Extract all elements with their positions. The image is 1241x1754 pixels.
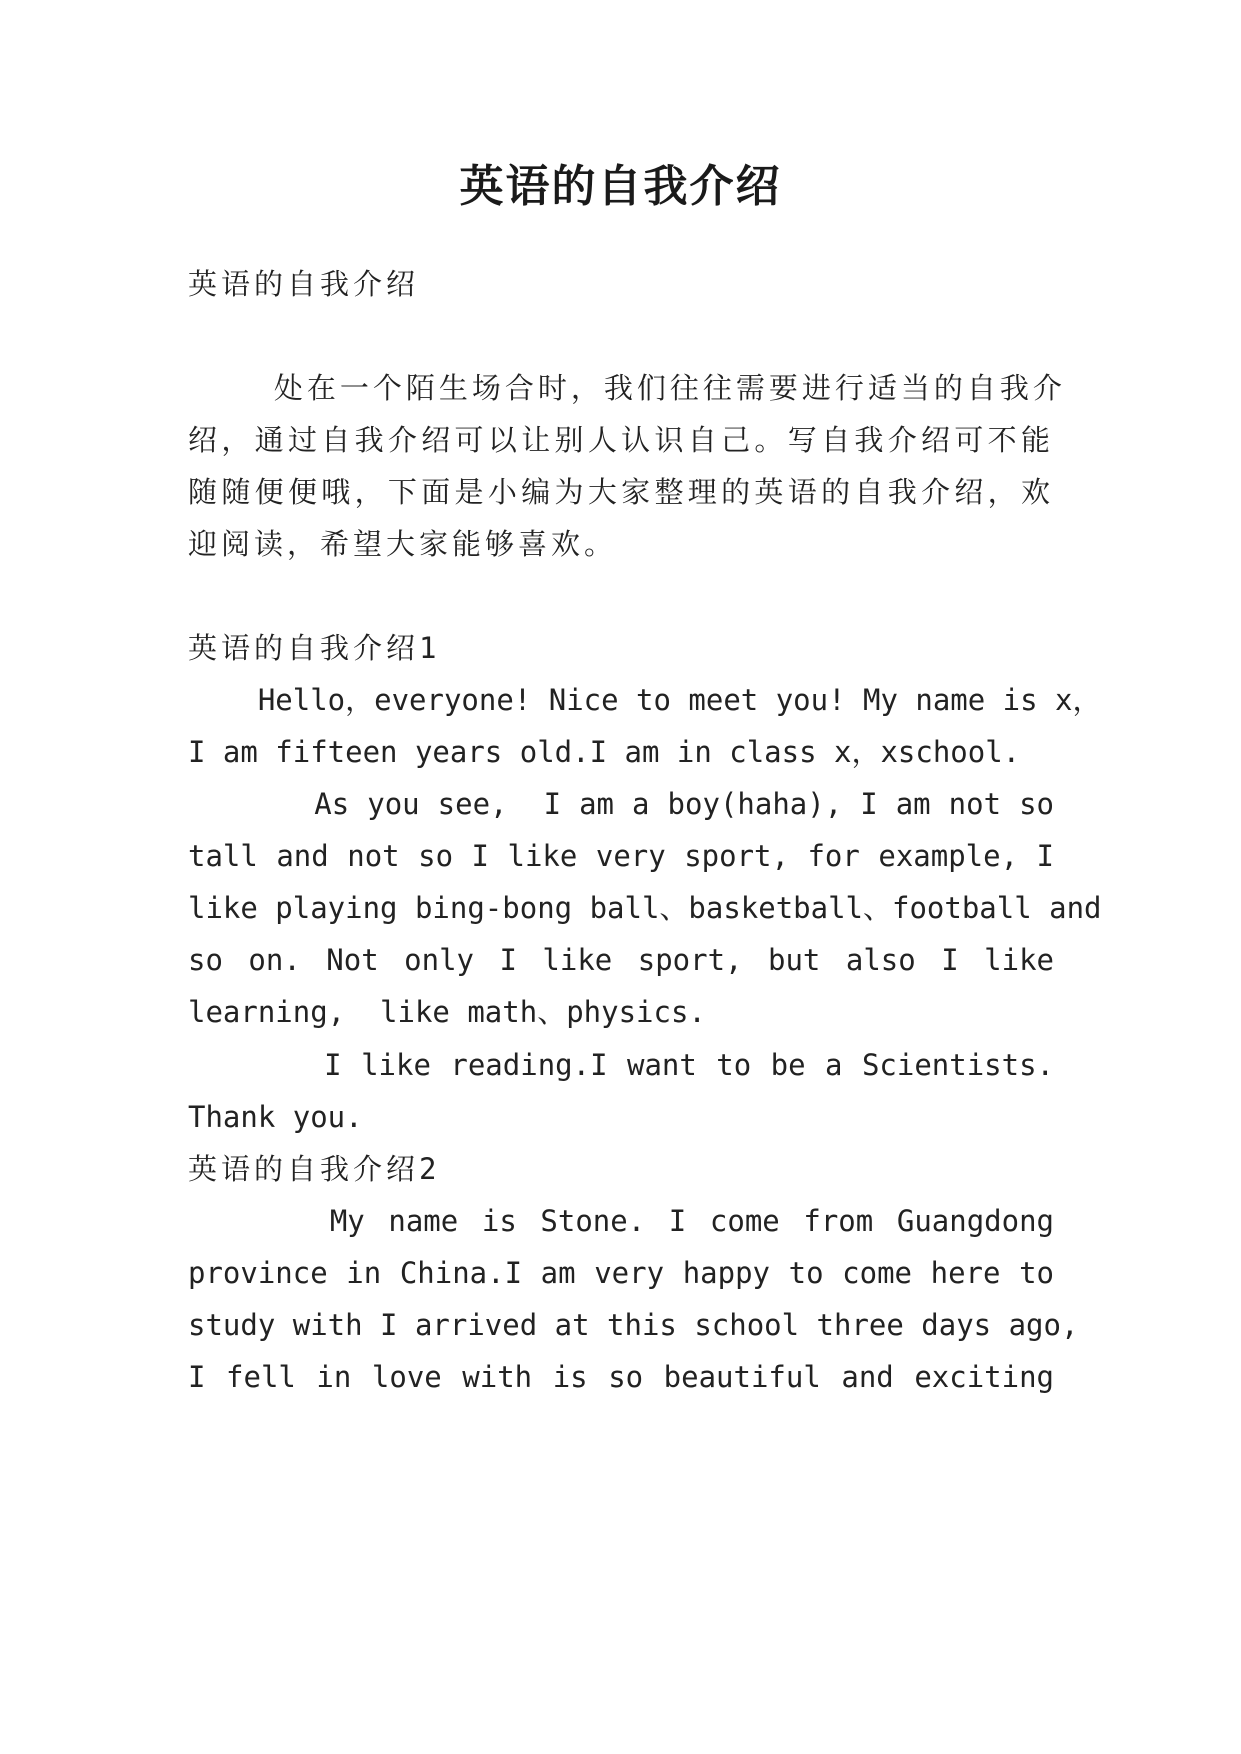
section2-line: study with I arrived at this school three days ago, [188,1308,1079,1342]
section1-line: so on. Not only I like sport, but also I like [188,943,1054,977]
section-heading-1: 英语的自我介绍1 [188,631,441,665]
section1-line: I like reading.I want to be a Scientists. [188,1048,1054,1082]
intro-line: 随随便便哦，下面是小编为大家整理的英语的自我介绍，欢 [188,475,1054,509]
subtitle: 英语的自我介绍 [188,267,420,301]
intro-line: 迎阅读，希望大家能够喜欢。 [188,527,618,561]
section1-line: As you see, I am a boy(haha), I am not so [188,787,1054,821]
section1-line: Thank you. [188,1100,363,1134]
section-heading-2: 英语的自我介绍2 [188,1152,441,1186]
intro-line: 绍，通过自我介绍可以让别人认识自己。写自我介绍可不能 [188,423,1054,457]
section1-line: like playing bing-bong ball、basketball、football and [188,891,1102,925]
section1-line: learning, like math、physics. [188,995,706,1029]
document-title: 英语的自我介绍 [459,161,782,212]
section2-line: I fell in love with is so beautiful and exciting [188,1360,1054,1394]
intro-line: 处在一个陌生场合时，我们往往需要进行适当的自我介 [188,371,1066,405]
section1-line: Hello，everyone! Nice to meet you! My name is x， [188,683,1102,717]
section2-line: My name is Stone. I come from Guangdong [188,1204,1054,1238]
section1-line: tall and not so I like very sport, for example, I [188,839,1054,873]
section1-line: I am fifteen years old.I am in class x，xschool. [188,735,1021,769]
section2-line: province in China.I am very happy to come here to [188,1256,1054,1290]
